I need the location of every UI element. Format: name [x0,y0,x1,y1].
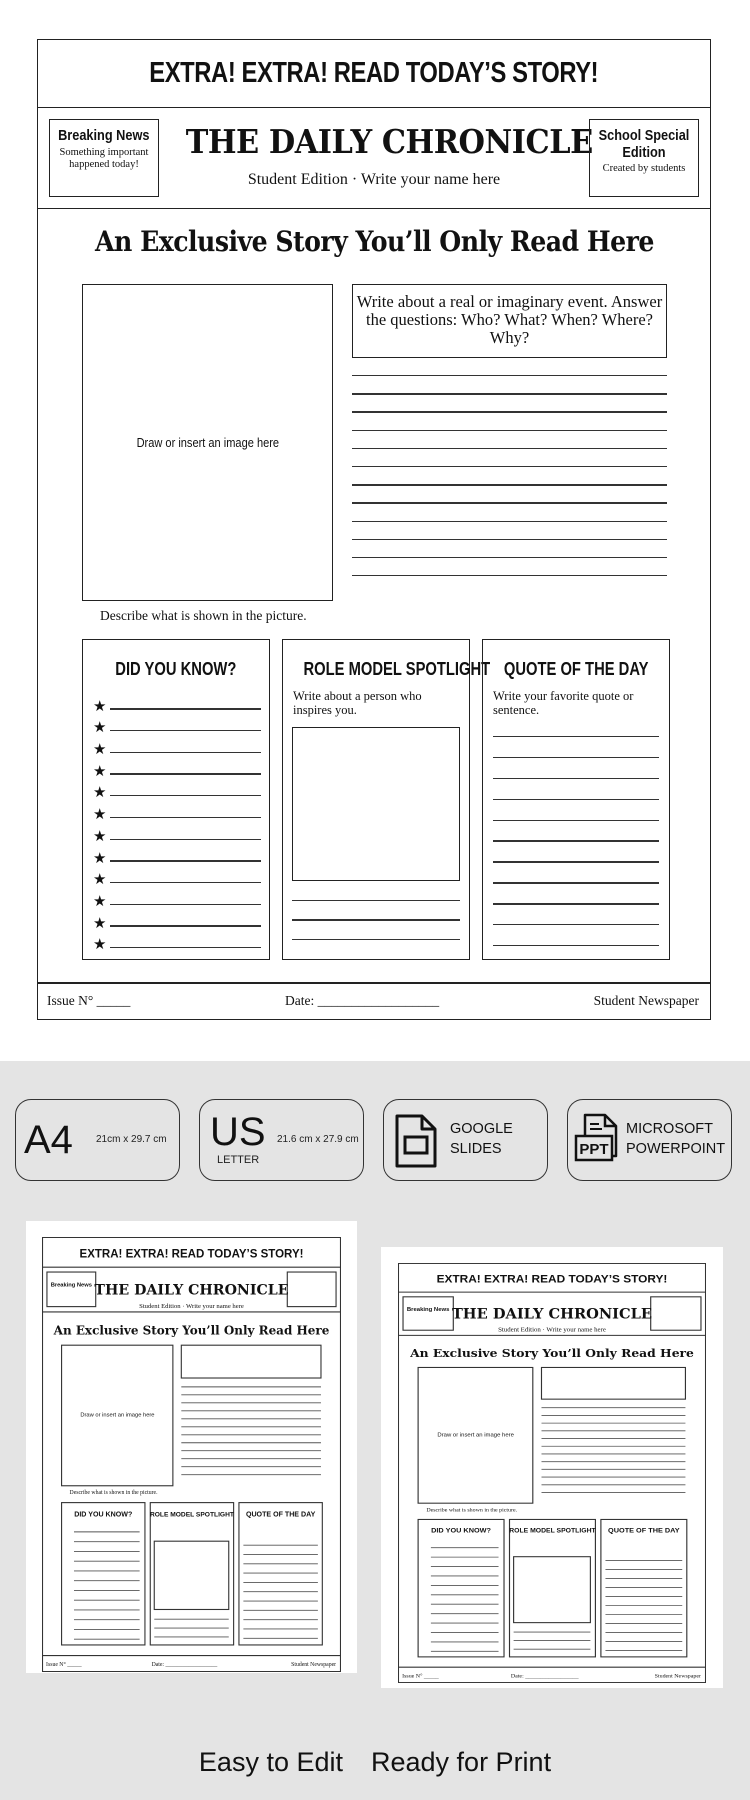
date-field[interactable]: Date: __________________ [285,993,440,1008]
us-letter-preview-image [398,1263,706,1683]
quote-line[interactable] [493,924,659,925]
story-line[interactable] [352,448,667,449]
star-icon: ★ [93,826,107,845]
did-you-know-item[interactable] [93,931,261,953]
did-you-know-item[interactable] [93,714,261,736]
svg-text:QUOTE OF THE DAY: QUOTE OF THE DAY [245,1510,316,1519]
item-line[interactable] [110,817,261,818]
quote-line[interactable] [493,778,659,779]
role-model-prompt: Write about a person who inspires you. [293,689,422,717]
story-line[interactable] [352,411,667,412]
did-you-know-item[interactable] [93,909,261,931]
star-icon: ★ [93,718,107,737]
google-slides-badge[interactable] [383,1099,548,1181]
svg-text:ROLE MODEL SPOTLIGHT: ROLE MODEL SPOTLIGHT [509,1527,596,1535]
star-icon: ★ [93,761,107,780]
breaking-news-text: Something important happened today! [59,146,149,170]
item-line[interactable] [110,925,261,926]
item-line[interactable] [110,904,261,905]
quote-box [482,639,670,960]
story-line[interactable] [352,575,667,576]
tagline [0,1747,750,1778]
svg-text:Describe what is shown in the: Describe what is shown in the picture. [426,1507,518,1514]
google-slides-label: GOOGLE SLIDES [450,1121,513,1157]
did-you-know-item[interactable] [93,822,261,844]
image-placeholder[interactable] [82,284,333,601]
svg-text:Student Edition · Write your n: Student Edition · Write your name here [498,1326,606,1334]
special-edition-text: Created by students [602,163,686,174]
did-you-know-item[interactable] [93,735,261,757]
image-placeholder-text: Draw or insert an image here [136,435,279,450]
svg-text:Student Edition · Write your n: Student Edition · Write your name here [139,1302,244,1310]
role-model-lines[interactable] [292,900,460,958]
did-you-know-item[interactable] [93,866,261,888]
role-model-title: ROLE MODEL SPOTLIGHT [303,659,491,679]
story-line[interactable] [352,521,667,522]
item-line[interactable] [110,730,261,731]
quote-line[interactable] [493,820,659,821]
masthead [38,108,710,209]
role-model-photo[interactable] [292,727,460,881]
svg-text:Describe what is shown in the: Describe what is shown in the picture. [69,1490,158,1497]
svg-text:Date: __________________: Date: __________________ [151,1662,218,1669]
did-you-know-item[interactable] [93,887,261,909]
star-icon: ★ [93,848,107,867]
star-icon: ★ [93,935,107,954]
us-label: US [210,1110,266,1154]
newspaper-title: THE DAILY CHRONICLE [185,122,593,161]
edition-line[interactable]: Student Edition · Write your name here [247,171,501,188]
banner-text: EXTRA! EXTRA! READ TODAY’S STORY! [149,57,599,89]
footer [38,982,710,1019]
star-icon: ★ [93,870,107,889]
powerpoint-label: MICROSOFT POWERPOINT [626,1121,726,1157]
svg-text:Student Newspaper: Student Newspaper [291,1662,337,1669]
svg-text:THE DAILY CHRONICLE: THE DAILY CHRONICLE [451,1307,653,1323]
easy-to-edit-text: Easy to Edit [198,1747,343,1777]
a4-format-badge[interactable] [15,1099,180,1181]
google-slides-icon [394,1113,438,1169]
svg-text:ROLE MODEL SPOTLIGHT: ROLE MODEL SPOTLIGHT [149,1511,234,1519]
svg-text:Issue N° _____: Issue N° _____ [46,1662,82,1669]
svg-text:Student Newspaper: Student Newspaper [654,1673,701,1680]
item-line[interactable] [110,947,261,948]
did-you-know-item[interactable] [93,757,261,779]
story-line[interactable] [352,557,667,558]
story-prompt: Write about a real or imaginary event. Answer the questions: Who? What? When? Where? Why? [352,284,667,358]
quote-title: QUOTE OF THE DAY [503,659,649,679]
quote-line[interactable] [493,799,659,800]
svg-text:Draw or insert an image here: Draw or insert an image here [437,1432,514,1439]
a4-preview-image [42,1237,341,1672]
issue-number[interactable]: Issue N° _____ [47,993,131,1008]
powerpoint-badge[interactable] [567,1099,732,1181]
newspaper-page [37,39,711,1020]
did-you-know-title: DID YOU KNOW? [115,659,237,679]
svg-text:Issue N° _____: Issue N° _____ [402,1673,439,1680]
special-edition-box [589,119,699,197]
quote-line[interactable] [493,757,659,758]
did-you-know-list[interactable] [93,692,261,952]
story-line[interactable] [352,430,667,431]
story-writing-lines[interactable] [352,375,667,593]
story-line[interactable] [352,393,667,394]
did-you-know-item[interactable] [93,844,261,866]
image-caption[interactable]: Describe what is shown in the picture. [100,608,307,623]
quote-line[interactable] [493,736,659,737]
footer-label: Student Newspaper [593,993,699,1008]
story-line[interactable] [352,375,667,376]
promo-section [0,1061,750,1800]
svg-text:QUOTE OF THE DAY: QUOTE OF THE DAY [608,1526,680,1535]
svg-text:An Exclusive Story You’ll Only: An Exclusive Story You’ll Only Read Here [410,1346,694,1361]
svg-text:Draw or insert an image here: Draw or insert an image here [80,1412,155,1419]
star-icon: ★ [93,696,107,715]
svg-text:Breaking News: Breaking News [50,1282,92,1289]
star-icon: ★ [93,740,107,759]
role-model-box [282,639,491,960]
svg-text:DID YOU KNOW?: DID YOU KNOW? [431,1526,492,1535]
quote-line[interactable] [493,861,659,862]
quote-line[interactable] [493,945,659,946]
item-line[interactable] [110,773,261,774]
special-edition-title: School Special Edition [598,127,690,161]
svg-text:THE DAILY CHRONICLE: THE DAILY CHRONICLE [94,1282,289,1299]
a4-size: 21cm x 29.7 cm [96,1134,167,1145]
breaking-news-title: Breaking News [58,127,150,144]
svg-text:EXTRA! EXTRA! READ TODAY’S STO: EXTRA! EXTRA! READ TODAY’S STORY! [436,1273,668,1286]
story-line[interactable] [352,466,667,467]
banner [38,40,710,108]
headline: An Exclusive Story You’ll Only Read Here [94,225,654,258]
did-you-know-item[interactable] [93,692,261,714]
story-line[interactable] [352,502,667,503]
breaking-news-box [49,119,159,197]
ppt-icon-text: PPT [579,1141,609,1158]
svg-text:DID YOU KNOW?: DID YOU KNOW? [74,1510,133,1519]
did-you-know-box [82,639,270,960]
us-letter-preview-thumbnail [381,1247,723,1688]
story-line[interactable] [352,484,667,485]
quote-line[interactable] [493,882,659,883]
ready-for-print-text: Ready for Print [371,1747,552,1777]
quote-line[interactable] [493,903,659,904]
item-line[interactable] [110,860,261,861]
us-letter-size: 21.6 cm x 27.9 cm [277,1134,359,1145]
story-line[interactable] [352,539,667,540]
quote-prompt: Write your favorite quote or sentence. [493,689,634,717]
powerpoint-icon [573,1112,619,1170]
item-line[interactable] [110,795,261,796]
quote-line[interactable] [493,840,659,841]
svg-text:Breaking News: Breaking News [406,1307,450,1313]
did-you-know-item[interactable] [93,800,261,822]
star-icon: ★ [93,805,107,824]
svg-text:Date: __________________: Date: __________________ [510,1673,579,1680]
quote-lines[interactable] [493,736,659,966]
a4-preview-thumbnail [26,1221,357,1673]
item-line[interactable] [110,882,261,883]
star-icon: ★ [93,783,107,802]
svg-text:EXTRA! EXTRA! READ TODAY’S STO: EXTRA! EXTRA! READ TODAY’S STORY! [79,1248,304,1261]
item-line[interactable] [110,752,261,753]
svg-text:An Exclusive Story You’ll Only: An Exclusive Story You’ll Only Read Here [53,1323,330,1338]
did-you-know-item[interactable] [93,779,261,801]
item-line[interactable] [110,708,261,709]
item-line[interactable] [110,839,261,840]
a4-label: A4 [24,1118,73,1162]
star-icon: ★ [93,913,107,932]
us-letter-format-badge[interactable] [199,1099,364,1181]
star-icon: ★ [93,891,107,910]
letter-label: LETTER [217,1154,260,1166]
